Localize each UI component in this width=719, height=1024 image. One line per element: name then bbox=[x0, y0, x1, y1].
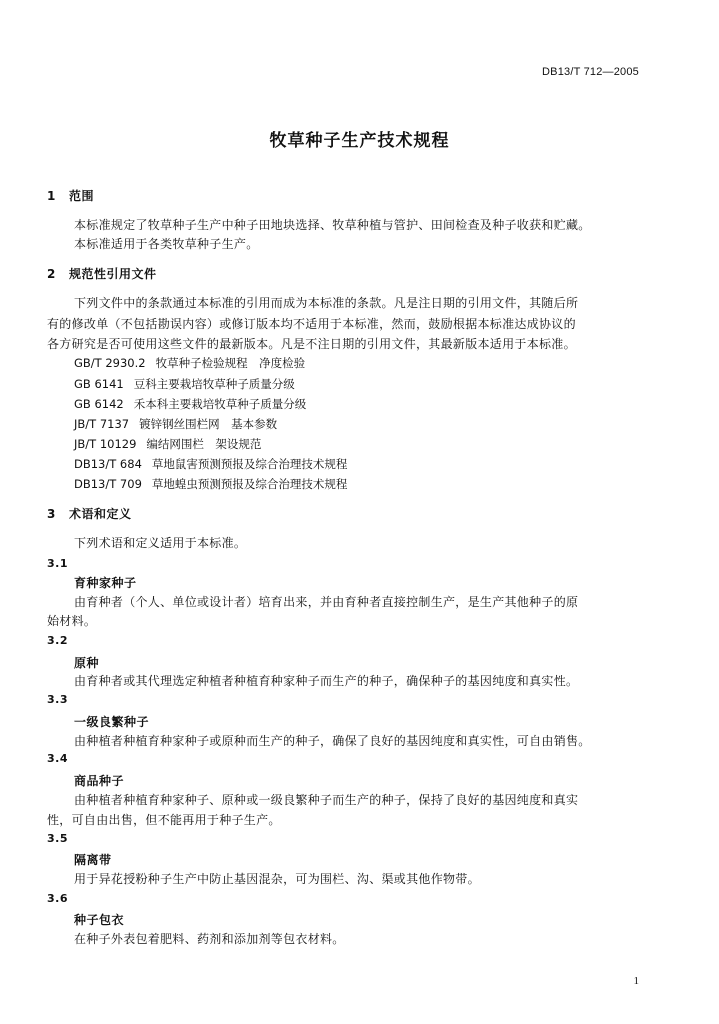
reference-code: DB13/T 709 bbox=[74, 477, 142, 491]
term-title: 隔离带 bbox=[74, 853, 112, 867]
paragraph-line: 各方研究是否可使用这些文件的最新版本。凡是不注日期的引用文件，其最新版本适用于本标准。 bbox=[47, 337, 576, 351]
term-title: 种子包衣 bbox=[74, 913, 125, 927]
term-number: 3.4 bbox=[47, 752, 68, 765]
page-number: 1 bbox=[633, 975, 639, 987]
reference-code: DB13/T 684 bbox=[74, 457, 142, 471]
reference-item bbox=[74, 436, 261, 452]
section-number: 2 bbox=[47, 267, 56, 281]
term-title: 原种 bbox=[74, 656, 100, 670]
reference-name: 草地鼠害预测预报及综合治理技术规程 bbox=[151, 457, 348, 471]
document-title: 牧草种子生产技术规程 bbox=[269, 131, 450, 151]
term-number: 3.3 bbox=[47, 693, 68, 706]
paragraph-line: 由育种者（个人、单位或设计者）培育出来，并由育种者直接控制生产，是生产其他种子的原 bbox=[74, 595, 579, 609]
paragraph-line: 由种植者种植育种家种子或原种而生产的种子，确保了良好的基因纯度和真实性，可自由销售。 bbox=[74, 734, 591, 748]
reference-name: 镀锌钢丝围栏网 基本参数 bbox=[139, 417, 278, 431]
term-number: 3.6 bbox=[47, 892, 68, 905]
section-heading-references bbox=[47, 265, 157, 282]
reference-code: GB 6142 bbox=[74, 397, 124, 411]
paragraph-line: 本标准适用于各类牧草种子生产。 bbox=[74, 237, 259, 251]
paragraph-line: 下列术语和定义适用于本标准。 bbox=[74, 536, 247, 550]
reference-code: GB/T 2930.2 bbox=[74, 356, 146, 370]
section-heading-terms bbox=[47, 505, 132, 522]
paragraph-line: 有的修改单（不包括勘误内容）或修订版本均不适用于本标准，然而，鼓励根据本标准达成协议的 bbox=[47, 317, 576, 331]
reference-item bbox=[74, 376, 295, 392]
paragraph-line: 性，可自由出售，但不能再用于种子生产。 bbox=[47, 813, 281, 827]
section-title: 范围 bbox=[69, 189, 95, 203]
term-title: 一级良繁种子 bbox=[74, 715, 150, 729]
section-heading-scope bbox=[47, 187, 94, 204]
reference-name: 编结网围栏 架设规范 bbox=[146, 437, 262, 451]
reference-code: JB/T 7137 bbox=[74, 417, 130, 431]
paragraph-line: 由育种者或其代理选定种植者种植育种家种子而生产的种子，确保种子的基因纯度和真实性。 bbox=[74, 674, 579, 688]
section-number: 1 bbox=[47, 189, 56, 203]
paragraph-line: 始材料。 bbox=[47, 614, 97, 628]
section-title: 规范性引用文件 bbox=[69, 267, 157, 281]
reference-item bbox=[74, 456, 347, 472]
reference-name: 牧草种子检验规程 净度检验 bbox=[155, 356, 306, 370]
reference-item bbox=[74, 396, 306, 412]
term-title: 商品种子 bbox=[74, 774, 125, 788]
reference-name: 草地蝗虫预测预报及综合治理技术规程 bbox=[151, 477, 348, 491]
paragraph-line: 用于异花授粉种子生产中防止基因混杂，可为围栏、沟、渠或其他作物带。 bbox=[74, 872, 480, 886]
term-number: 3.2 bbox=[47, 634, 68, 647]
paragraph-line: 下列文件中的条款通过本标准的引用而成为本标准的条款。凡是注日期的引用文件，其随后所 bbox=[74, 296, 579, 310]
term-number: 3.5 bbox=[47, 832, 68, 845]
reference-item bbox=[74, 476, 347, 492]
paragraph-line: 由种植者种植育种家种子、原种或一级良繁种子而生产的种子，保持了良好的基因纯度和真实 bbox=[74, 793, 579, 807]
reference-name: 禾本科主要栽培牧草种子质量分级 bbox=[133, 397, 307, 411]
term-title: 育种家种子 bbox=[74, 576, 137, 590]
reference-code: JB/T 10129 bbox=[74, 437, 137, 451]
term-number: 3.1 bbox=[47, 557, 68, 570]
paragraph-line: 本标准规定了牧草种子生产中种子田地块选择、牧草种植与管护、田间检查及种子收获和贮藏。 bbox=[74, 218, 591, 232]
standard-code: DB13/T 712—2005 bbox=[542, 66, 639, 78]
section-title: 术语和定义 bbox=[69, 507, 132, 521]
reference-name: 豆科主要栽培牧草种子质量分级 bbox=[133, 377, 295, 391]
reference-code: GB 6141 bbox=[74, 377, 124, 391]
reference-item bbox=[74, 355, 305, 371]
section-number: 3 bbox=[47, 507, 56, 521]
paragraph-line: 在种子外表包着肥料、药剂和添加剂等包衣材料。 bbox=[74, 932, 345, 946]
reference-item bbox=[74, 416, 277, 432]
